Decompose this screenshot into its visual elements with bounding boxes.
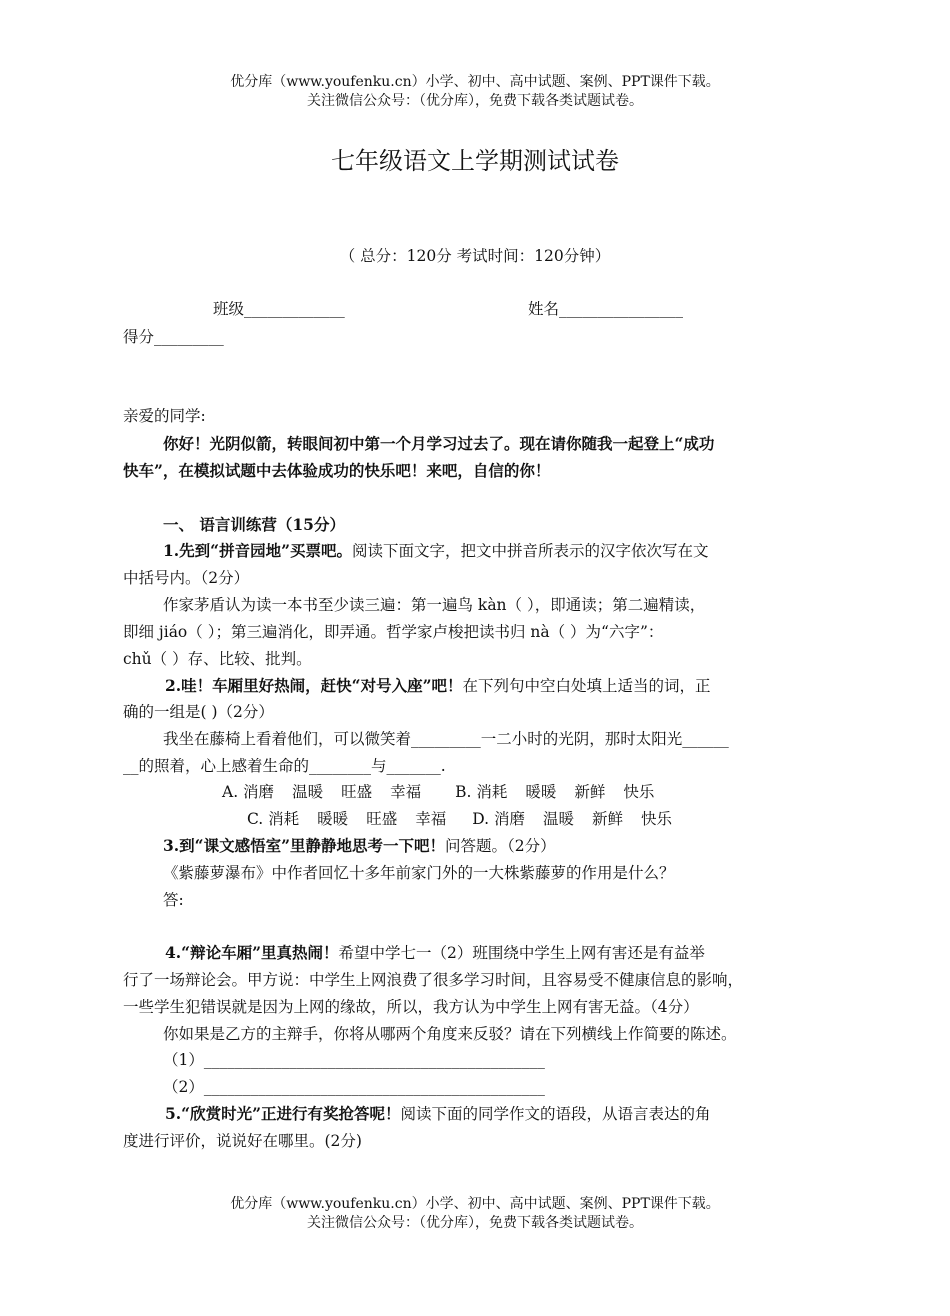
class-field: 班级_____________	[213, 300, 345, 318]
option-c-word-3: 旺盛	[366, 810, 398, 828]
header-line-2: 关注微信公众号：（优分库），免费下载各类试题试卷。	[307, 93, 643, 109]
section-heading: 一、 语言训练营（15分）	[163, 515, 345, 534]
q4-heading: 4.“辩论车厢”里真热闹！	[165, 943, 339, 962]
q2-instruction: 在下列句中空白处填上适当的词，正	[462, 677, 711, 695]
question-5	[165, 1104, 711, 1124]
q4-line-3: 一些学生犯错误就是因为上网的缘故，所以，我方认为中学生上网有害无益。（4分）	[123, 998, 699, 1016]
q3-answer-label: 答:	[163, 891, 184, 909]
q1-paragraph-3: chǔ（ ）存、比较、批判。	[123, 650, 312, 668]
intro-line-1: 你好！光阴似箭，转眼间初中第一个月学习过去了。现在请你随我一起登上“成功	[163, 434, 715, 453]
exam-meta: （ 总分：120分 考试时间：120分钟）	[339, 247, 611, 265]
intro-line-2: 快车”，在模拟试题中去体验成功的快乐吧！来吧，自信的你！	[123, 461, 551, 480]
q1-instruction: 阅读下面文字，把文中拼音所表示的汉字依次写在文	[352, 542, 709, 560]
option-b-word-2: 暖暖	[525, 783, 557, 801]
q1-heading: 1.先到“拼音园地”买票吧。	[163, 541, 353, 560]
q1-paragraph-1: 作家茅盾认为读一本书至少读三遍：第一遍鸟 kàn（ ），即通读；第二遍精读，	[163, 596, 706, 614]
q3-heading: 3.到“课文感悟室”里静静地思考一下吧！	[163, 836, 446, 855]
q2-options-row-2	[247, 809, 690, 829]
score-field: 得分_________	[123, 328, 224, 346]
option-a-word-2: 温暖	[292, 783, 324, 801]
q1-line-2: 中括号内。（2分）	[123, 569, 250, 587]
q2-heading: 2.哇！车厢里好热闹，赶快“对号入座”吧！	[165, 676, 463, 695]
q4-line-2: 行了一场辩论会。甲方说：中学生上网浪费了很多学习时间，且容易受不健康信息的影响，	[123, 971, 744, 989]
option-d-word-1: D. 消磨	[472, 810, 525, 828]
q2-paragraph-1: 我坐在藤椅上看着他们，可以微笑着_________一二小时的光阴，那时太阳光______	[163, 730, 729, 748]
option-a-word-4: 幸福	[390, 783, 422, 801]
q3-paragraph-1: 《紫藤萝瀑布》中作者回忆十多年前家门外的一大株紫藤萝的作用是什么？	[163, 864, 675, 882]
greeting: 亲爱的同学:	[123, 407, 206, 425]
q1-paragraph-2: 即细 jiáo（ ）；第三遍消化，即弄通。哲学家卢梭把读书归 nà（ ）为“六字”：	[123, 623, 664, 641]
q2-paragraph-2: __的照着，心上感着生命的________与_______.	[123, 757, 446, 775]
q3-instruction: 问答题。（2分）	[445, 837, 556, 855]
q2-line-2: 确的一组是( )（2分）	[123, 703, 274, 721]
question-4	[165, 943, 705, 963]
option-b-word-3: 新鲜	[574, 783, 606, 801]
q5-line-2: 度进行评价，说说好在哪里。(2分)	[123, 1132, 362, 1150]
option-a-word-3: 旺盛	[341, 783, 373, 801]
option-d-word-4: 快乐	[640, 810, 672, 828]
q4-paragraph-1: 你如果是乙方的主辩手，你将从哪两个角度来反驳？请在下列横线上作简要的陈述。	[163, 1025, 737, 1043]
q4-blank-2: （2）____________________________________________	[163, 1078, 545, 1096]
option-b-word-4: 快乐	[623, 783, 655, 801]
q5-instruction: 阅读下面的同学作文的语段，从语言表达的角	[400, 1105, 711, 1123]
q2-options-row-1	[222, 782, 672, 802]
question-3	[163, 836, 556, 856]
question-1	[163, 541, 709, 561]
option-b-word-1: B. 消耗	[455, 783, 508, 801]
page-title: 七年级语文上学期测试试卷	[331, 147, 619, 175]
q4-blank-1: （1）____________________________________________	[163, 1051, 545, 1069]
question-2	[165, 676, 711, 696]
header-line-1: 优分库（www.youfenku.cn）小学、初中、高中试题、案例、PPT课件下载。	[230, 74, 720, 90]
option-c-word-4: 幸福	[415, 810, 447, 828]
footer-line-1: 优分库（www.youfenku.cn）小学、初中、高中试题、案例、PPT课件下载。	[230, 1196, 720, 1212]
option-c-word-2: 暖暖	[317, 810, 349, 828]
option-a-word-1: A. 消磨	[222, 783, 275, 801]
q5-heading: 5.“欣赏时光”正进行有奖抢答呢！	[165, 1104, 401, 1123]
option-c-word-1: C. 消耗	[247, 810, 300, 828]
option-d-word-3: 新鲜	[591, 810, 623, 828]
option-d-word-2: 温暖	[542, 810, 574, 828]
footer-line-2: 关注微信公众号：（优分库），免费下载各类试题试卷。	[307, 1215, 643, 1231]
q4-instruction: 希望中学七一（2）班围绕中学生上网有害还是有益举	[338, 944, 705, 962]
name-field: 姓名________________	[528, 300, 684, 318]
